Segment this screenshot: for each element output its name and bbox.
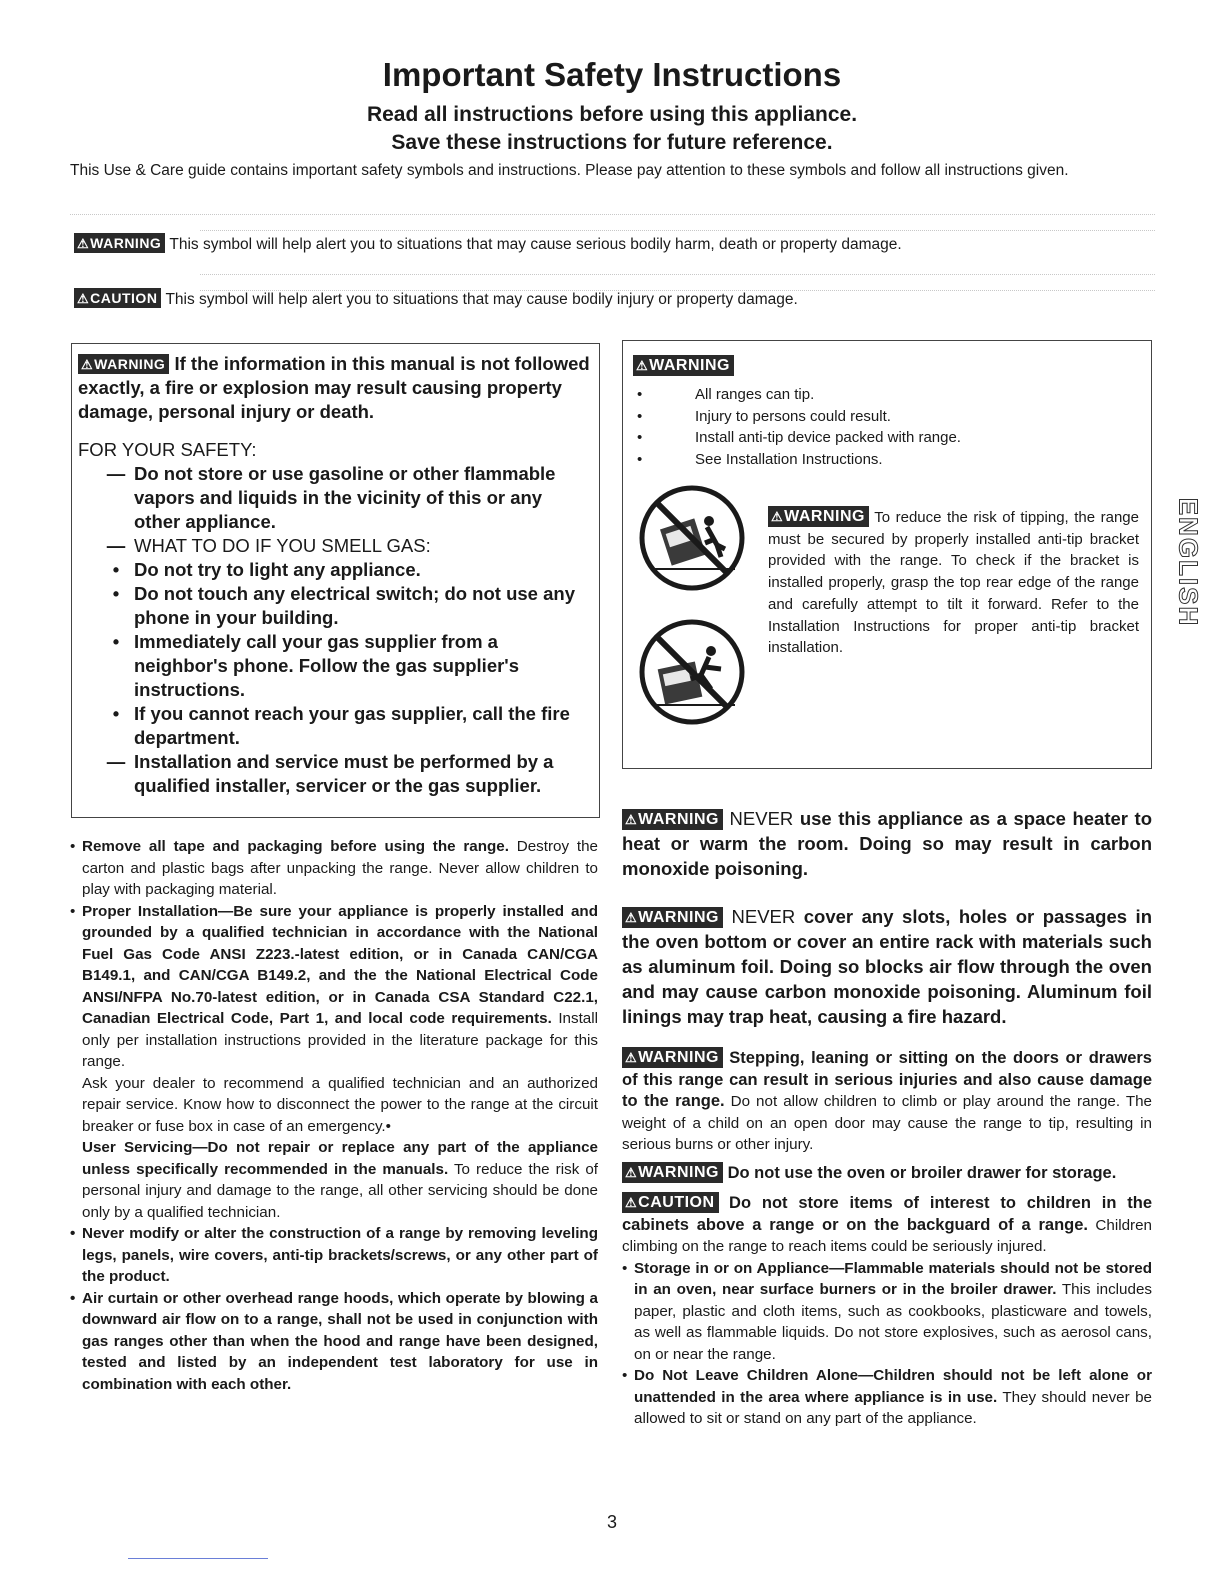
subtitle-save: Save these instructions for future reference. <box>391 131 833 154</box>
left-column-instructions <box>70 836 598 1395</box>
children-caution: ⚠CAUTION Do not store items of interest to children in the cabinets above a range or on the backguard of a range. Children climbing on the range to reach items could be seriously injured. <box>622 1194 1152 1255</box>
caution-legend <box>74 288 798 309</box>
gas-warning-box <box>71 343 600 818</box>
stepping-warning: ⚠WARNING Stepping, leaning or sitting on the doors or drawers of this range can result in serious injuries and also cause damage to the range. Do not allow children to climb or play around the range. The weight of a child on an open door may cause the range to tip, resulting in serious burns or other injury. <box>622 1049 1152 1153</box>
list-item: • Do not try to light any appliance. <box>112 559 421 580</box>
anti-tip-instructions: ⚠WARNING To reduce the risk of tipping, the range must be secured by properly installed anti-tip bracket provided with the range. To check if the bracket is installed properly, grasp the top rear edge of the range and carefully attempt to tilt it forward. Refer to the Installation Instructions for proper anti-tip bracket installation. <box>768 508 1139 657</box>
caution-badge: ⚠CAUTION <box>74 288 161 308</box>
gas-safety-list <box>78 462 593 798</box>
list-item: • Do Not Leave Children Alone—Children should not be left alone or unattended in the area where appliance is in use. They should never be allowed to sit or stand on any part of the appliance. <box>622 1367 1152 1427</box>
cover-slots-warning: ⚠WARNING NEVER cover any slots, holes or passages in the oven bottom or cover an entire rack with materials such as aluminum foil. Doing so blocks air flow through the oven and may cause carbon monoxide poisoning. Aluminum foil linings may trap heat, causing a fire hazard. <box>622 906 1152 1027</box>
list-item: — WHAT TO DO IF YOU SMELL GAS: <box>106 535 431 556</box>
warning-legend <box>74 233 902 254</box>
list-item: • See Installation Instructions. <box>633 449 1141 471</box>
warning-badge: ⚠WARNING <box>78 354 169 374</box>
list-item: — Do not store or use gasoline or other flammable vapors and liquids in the vicinity of this or any other appliance. <box>106 463 556 532</box>
dealer-paragraph: Ask your dealer to recommend a qualified technician and an authorized repair service. Know how to disconnect the power to the range at the circuit breaker or fuse box in case of an emergency.• <box>82 1074 598 1135</box>
list-item: • All ranges can tip. <box>633 384 1141 406</box>
space-heater-warning: ⚠WARNING NEVER use this appliance as a space heater to heat or warm the room. Doing so may result in carbon monoxide poisoning. <box>622 808 1152 879</box>
page-number: 3 <box>606 1512 617 1532</box>
warning-legend-text: This symbol will help alert you to situations that may cause serious bodily harm, death or property damage. <box>169 236 902 253</box>
warning-badge: ⚠WARNING <box>768 506 869 527</box>
tip-facts-list <box>633 384 1141 470</box>
page-title: Important Safety Instructions <box>382 56 842 93</box>
list-item: • Remove all tape and packaging before using the range. Destroy the carton and plastic bags after unpacking the range. Never allow children to play with packaging material. <box>70 838 598 898</box>
list-item: • Proper Installation—Be sure your appliance is properly installed and grounded by a qualified technician in accordance with the National Fuel Gas Code ANSI Z223.-latest edition, or in Canada CAN/CGA B149.1, and CAN/CGA B149.2, and the the National Electrical Code ANSI/NFPA No.70-latest edition, or in Canada CSA Standard C22.1, Canadian Electrical Code, Part 1, and local code requirements. Install only per installation instructions provided in the literature package for this range. <box>70 902 598 1070</box>
list-item: • Install anti-tip device packed with range. <box>633 427 1141 449</box>
list-item: • Do not touch any electrical switch; do not use any phone in your building. <box>112 583 575 628</box>
child-on-door-prohibited-icon <box>635 617 750 727</box>
range-tipping-prohibited-icon <box>635 483 750 593</box>
caution-legend-text: This symbol will help alert you to situations that may cause bodily injury or property damage. <box>165 291 798 308</box>
list-item: • Immediately call your gas supplier from a neighbor's phone. Follow the gas supplier's instructions. <box>112 631 519 700</box>
list-item: • Storage in or on Appliance—Flammable materials should not be stored in an oven, near surface burners or in the broiler drawer. This includes paper, plastic and cloth items, such as cookbooks, plasticware and towels, as well as flammable liquids. Do not store explosives, such as aerosol cans, on or near the range. <box>622 1259 1152 1363</box>
gas-warning-lead: ⚠WARNING If the information in this manual is not followed exactly, a fire or explosion may result causing property damage, personal injury or death. <box>78 353 590 422</box>
storage-warning: ⚠WARNING Do not use the oven or broiler drawer for storage. <box>622 1162 1152 1185</box>
for-your-safety-heading: FOR YOUR SAFETY: <box>78 439 257 460</box>
user-servicing-paragraph: User Servicing—Do not repair or replace any part of the appliance unless specifically recommended in the manuals. To reduce the risk of personal injury and damage to the range, all other servicing should be done only by a qualified technician. <box>82 1139 598 1221</box>
list-item: • Air curtain or other overhead range hoods, which operate by blowing a downward air flow on to a range, shall not be used in conjunction with gas ranges other than when the hood and range have been designed, tested and listed by an independent test laboratory for use in combination with each other. <box>70 1289 598 1393</box>
list-item: • Injury to persons could result. <box>633 406 1141 428</box>
warning-badge: ⚠WARNING <box>74 233 165 253</box>
side-tab-label: ENGLISH <box>1173 497 1204 628</box>
list-item: — Installation and service must be performed by a qualified installer, servicer or the gas supplier. <box>106 751 554 796</box>
footer-rule <box>128 1558 268 1559</box>
right-column-instructions <box>622 806 1152 1430</box>
intro-paragraph: This Use & Care guide contains important safety symbols and instructions. Please pay attention to these symbols and follow all instructions given. <box>70 162 1069 179</box>
list-item: • Never modify or alter the construction of a range by removing leveling legs, panels, wire covers, anti-tip brackets/screws, or any other part of the product. <box>70 1225 598 1285</box>
list-item: • If you cannot reach your gas supplier, call the fire department. <box>112 703 570 748</box>
warning-badge: ⚠WARNING <box>633 355 734 376</box>
language-side-tab <box>1170 495 1206 635</box>
subtitle-read: Read all instructions before using this appliance. <box>366 103 858 126</box>
